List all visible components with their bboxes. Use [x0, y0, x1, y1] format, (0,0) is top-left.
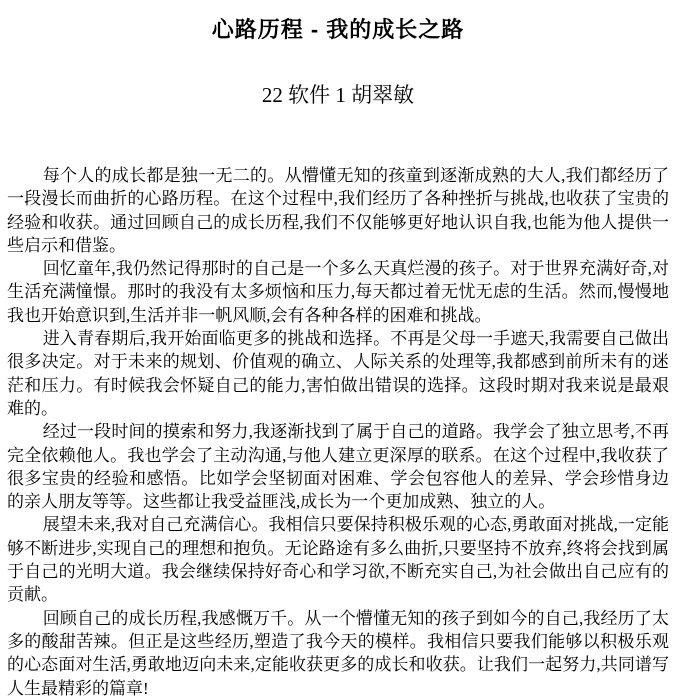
body-paragraph: 进入青春期后,我开始面临更多的挑战和选择。不再是父母一手遮天,我需要自己做出很多决定。对于未来的规划、价值观的确立、人际关系的处理等,我都感到前所未有的迷茫和压力。有时候我会怀疑自己的能力,害怕做出错误的选择。这段时期对我来说是最艰难的。 [7, 329, 669, 418]
document-title: 心路历程 - 我的成长之路 [211, 17, 465, 42]
body-paragraph: 回忆童年,我仍然记得那时的自己是一个多么天真烂漫的孩子。对于世界充满好奇,对生活充满憧憬。那时的我没有太多烦恼和压力,每天都过着无忧无虑的生活。然而,慢慢地我也开始意识到,生活并非一帆风顺,会有各种各样的困难和挑战。 [7, 259, 669, 325]
body-paragraph: 每个人的成长都是独一无二的。从懵懂无知的孩童到逐渐成熟的大人,我们都经历了一段漫长而曲折的心路历程。在这个过程中,我们经历了各种挫折与挑战,也收获了宝贵的经验和收获。通过回顾自己的成长历程,我们不仅能够更好地认识自我,也能为他人提供一些启示和借鉴。 [7, 166, 669, 255]
document-byline: 22 软件 1 胡翠敏 [261, 83, 415, 107]
document-body [7, 164, 669, 700]
body-paragraph: 回顾自己的成长历程,我感慨万千。从一个懵懂无知的孩子到如今的自己,我经历了太多的酸甜苦辣。但正是这些经历,塑造了我今天的模样。我相信只要我们能够以积极乐观的心态面对生活,勇敢地迈向未来,定能收获更多的成长和收获。让我们一起努力,共同谱写人生最精彩的篇章! [7, 608, 669, 698]
body-paragraph: 经过一段时间的摸索和努力,我逐渐找到了属于自己的道路。我学会了独立思考,不再完全依赖他人。我也学会了主动沟通,与他人建立更深厚的联系。在这个过程中,我收获了很多宝贵的经验和感悟。比如学会坚韧面对困难、学会包容他人的差异、学会珍惜身边的亲人朋友等等。这些都让我受益匪浅,成长为一个更加成熟、独立的人。 [7, 422, 669, 512]
body-paragraph: 展望未来,我对自己充满信心。我相信只要保持积极乐观的心态,勇敢面对挑战,一定能够不断进步,实现自己的理想和抱负。无论路途有多么曲折,只要坚持不放弃,终将会找到属于自己的光明大道。我会继续保持好奇心和学习欲,不断充实自己,为社会做出自己应有的贡献。 [7, 515, 669, 605]
